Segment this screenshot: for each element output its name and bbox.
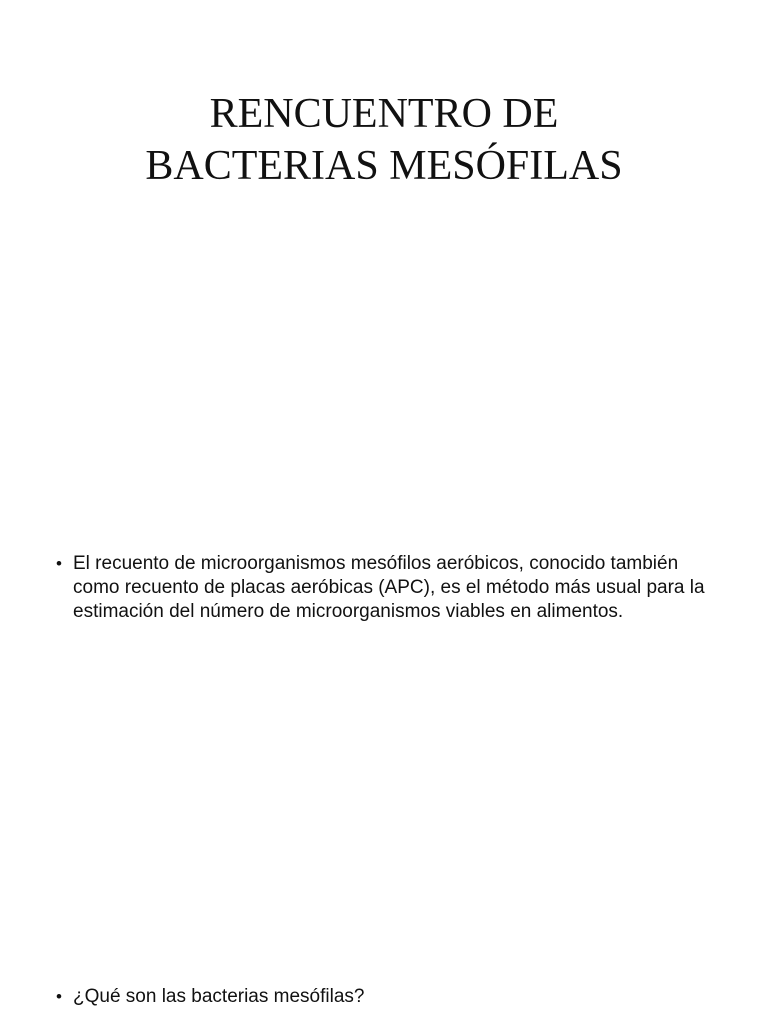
bullet-icon: • xyxy=(56,554,62,573)
slide-title xyxy=(40,88,728,192)
slide-title-line-1: RENCUENTRO DE xyxy=(209,91,559,137)
bullet-list-intro xyxy=(56,552,706,624)
bullet-text: El recuento de microorganismos mesófilos aeróbicos, conocido también como recuento de placas aeróbicas (APC), es el método más usual para la estimación del número de microorganismos viables en alimentos. xyxy=(73,553,705,622)
bullet-item-apc-definition xyxy=(56,552,706,624)
slide-title-line-2: BACTERIAS MESÓFILAS xyxy=(145,143,623,189)
bullet-icon: • xyxy=(56,987,62,1006)
bullet-text: ¿Qué son las bacterias mesófilas? xyxy=(73,986,365,1007)
bullet-list-questions xyxy=(56,985,706,1009)
bullet-item-question xyxy=(56,985,706,1009)
